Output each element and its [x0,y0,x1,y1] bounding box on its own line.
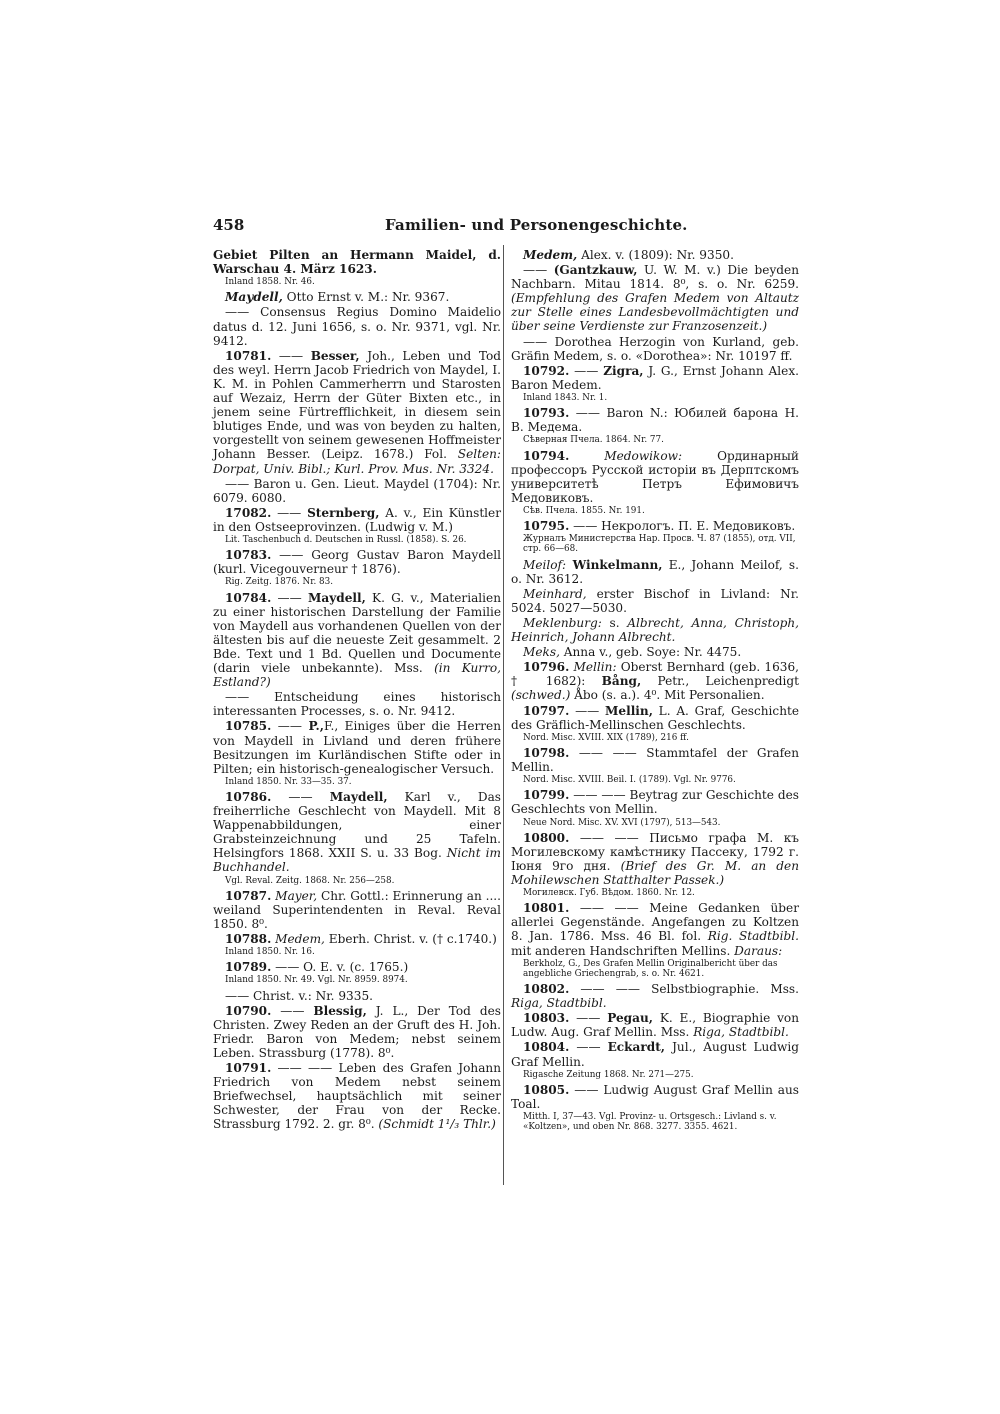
source-note: Rig. Zeitg. 1876. Nr. 83. [225,577,334,588]
entry: 10787. Mayer, Chr. Gottl.: Erinnerung an .... weiland Superintendenten in Reval. Reval 1850. 8⁰. [213,888,501,931]
entry: Meinhard, erster Bischof in Livland: Nr. 5024. 5027—5030. [511,586,799,615]
source-note: Mitth. I, 37—43. Vgl. Provinz- u. Ortsgesch.: Livland s. v. «Koltzen», und oben Nr. 868. 3277. 3355. 4621. [523,1112,777,1133]
left-column [213,248,501,1133]
entry: 10792. —— Zigra, J. G., Ernst Johann Alex. Baron Medem. [511,363,799,392]
entry: —— Baron u. Gen. Lieut. Maydel (1704): Nr. 6079. 6080. [213,476,501,505]
source-note: Сѣверная Пчела. 1864. Nr. 77. [523,435,664,446]
entry: 10790. —— Blessig, J. L., Der Tod des Christen. Zwey Reden an der Gruft des H. Joh. Friedr. Baron von Medem; nebst seinem Leben. Strassburg (1778). 8⁰. [213,1003,501,1061]
source-note: Rigasche Zeitung 1868. Nr. 271—275. [523,1069,694,1080]
entry: —— Christ. v.: Nr. 9335. [225,988,373,1003]
source-note: Inland 1843. Nr. 1. [523,392,608,403]
source-note: Nord. Misc. XVIII. XIX (1789), 216 ff. [523,732,689,743]
entry: 10802. —— —— Selbstbiographie. Mss. Riga, Stadtbibl. [511,982,799,1011]
entry: 10801. —— —— Meine Gedanken über allerlei Gegenstände. Angefangen zu Koltzen 8. Jan. 1786. Mss. 46 Bl. fol. Rig. Stadtbibl. mit anderen Handschriften Mellins. Daraus: [511,901,799,958]
page-number: 458 [213,216,245,234]
source-note: Могилевск. Губ. Вѣдом. 1860. Nr. 12. [523,888,695,899]
source-note: Nord. Misc. XVIII. Beil. I. (1789). Vgl. Nr. 9776. [523,775,736,786]
entry: 10803. —— Pegau, K. E., Biographie von Ludw. Aug. Graf Mellin. Mss. Riga, Stadtbibl. [511,1011,799,1040]
right-column [511,248,799,1135]
entry: Maydell, Otto Ernst v. M.: Nr. 9367. [225,290,450,305]
entry: 10783. —— Georg Gustav Baron Maydell (kurl. Vicegouverneur † 1876). [213,548,501,577]
source-note: Inland 1858. Nr. 46. [225,277,315,288]
entry: 10786. —— Maydell, Karl v., Das freiherrliche Geschlecht von Maydell. Mit 8 Wappenabbildungen, einer Grabsteinzeichnung und 25 Tafeln. Helsingfors 1868. XXII S. u. 33 Bog. Nicht im Buchhandel. [213,790,502,875]
entry: Meilof: Winkelmann, E., Johann Meilof, s. o. Nr. 3612. [511,557,799,586]
entry: 10791. —— —— Leben des Grafen Johann Friedrich von Medem nebst seinem Briefwechsel, hauptsächlich mit seiner Schwester, der Frau von der Recke. Strassburg 1792. 2. gr. 8⁰. (Schmidt 1¹/₃ Thlr.) [213,1061,501,1132]
entry: 10795. —— Некрологъ. П. Е. Медовиковъ. [523,519,796,534]
running-title: Familien- und Personengeschichte. [385,216,688,234]
entry: —— Dorothea Herzogin von Kurland, geb. Gräfin Medem, s. o. «Dorothea»: Nr. 10197 ff. [511,334,799,363]
source-note: Inland 1850. Nr. 49. Vgl. Nr. 8959. 8974. [225,975,408,986]
entry: 10800. —— —— Письмо графа М. къ Могилевскому камѣстнику Пассеку, 1792 г. Iюня 9го дня. (Brief des Gr. M. an den Mohilewschen Statthalter Passek.) [511,830,799,887]
entry: Gebiet Pilten an Hermann Maidel, d. Warschau 4. März 1623. [213,248,501,277]
entry: 10785. —— P.,F., Einiges über die Herren von Maydell in Livland und deren frühere Besitzungen im Kurländischen Stifte oder in Pilten; ein historisch-genealogischer Versuch. [213,719,501,776]
entry: 10805. —— Ludwig August Graf Mellin aus Toal. [511,1082,799,1111]
source-note: Neue Nord. Misc. XV. XVI (1797), 513—543. [523,817,721,828]
entry: 17082. —— Sternberg, A. v., Ein Künstler in den Ostseeprovinzen. (Ludwig v. M.) [213,505,501,534]
entry: 10797. —— Mellin, L. A. Graf, Geschichte des Gräflich-Mellinschen Geschlechts. [511,703,799,732]
entry: 10804. —— Eckardt, Jul., August Ludwig Graf Mellin. [511,1040,799,1069]
entry: —— Entscheidung eines historisch interessanten Processes, s. o. Nr. 9412. [213,690,501,719]
source-note: Сѣв. Пчела. 1855. Nr. 191. [523,505,645,516]
entry: 10784. —— Maydell, K. G. v., Materialien zu einer historischen Darstellung der Familie von Maydell aus vorhandenen Quellen von der ältesten bis auf die neueste Zeit gesammelt. 2 Bde. Text und 1 Bd. Quellen und Documente (darin viele unbekannte). Mss. (in Kurro, Estland?) [213,590,501,690]
entry: Meks, Anna v., geb. Soye: Nr. 4475. [523,645,742,660]
entry: 10789. —— O. E. v. (c. 1765.) [225,960,409,975]
source-note: Inland 1850. Nr. 16. [225,947,315,958]
entry: Medem, Alex. v. (1809): Nr. 9350. [523,248,734,262]
entry: 10781. —— Besser, Joh., Leben und Tod des weyl. Herrn Jacob Friedrich von Maydel, I. K. M. in Pohlen Cammerherrn und Starosten auf Wezaiz, Herrn der Güter Bixten etc., in jenem seine Fürtrefflichkeit, in diesem sein blutiges Ende, und was von beyden zu halten, vorgestellt von seinem gewesenen Hoffmeister Johann Besser. (Leipz. 1678.) Fol. Selten: Dorpat, Univ. Bibl.; Kurl. Prov. Mus. Nr. 3324. [213,348,501,476]
entry: —— (Gantzkauw, U. W. M. v.) Die beyden Nachbarn. Mitau 1814. 8⁰, s. o. Nr. 6259. (Empfehlung des Grafen Medem von Altautz zur Stelle eines Landesbevollmächtigten und über seine Verdienste zur Franzosenzeit.) [511,263,799,334]
entry: 10788. Medem, Eberh. Christ. v. († c.1740.) [225,932,497,947]
entry: 10796. Mellin: Oberst Bernhard (geb. 1636, † 1682): Bång, Petr., Leichenpredigt (schwed.) Åbo (s. a.). 4⁰. Mit Personalien. [511,660,800,703]
entry: 10798. —— —— Stammtafel der Grafen Mellin. [511,745,799,775]
source-note: Vgl. Reval. Zeitg. 1868. Nr. 256—258. [225,875,395,886]
column-divider [503,245,504,1185]
source-note: Журналъ Министерства Нар. Просв. Ч. 87 (1855), отд. VII, стр. 66—68. [523,534,796,555]
entry: 10794. Medowikow: Ординарный профессоръ Русской исторiи въ Дерптскомъ университетѣ Петръ Ефимовичъ Медовиковъ. [511,448,799,505]
source-note: Lit. Taschenbuch d. Deutschen in Russl. (1858). S. 26. [225,534,467,545]
entry: —— Consensus Regius Domino Maidelio datus d. 12. Juni 1656, s. o. Nr. 9371, vgl. Nr. 9412. [213,305,501,348]
entry: 10793. —— Baron N.: Юбилей барона Н. В. Медема. [511,406,799,435]
entry: 10799. —— —— Beytrag zur Geschichte des Geschlechts von Mellin. [511,788,799,817]
source-note: Berkholz, G., Des Grafen Mellin Originalbericht über das angebliche Griechengrab, s. o. Nr. 4621. [523,958,778,979]
source-note: Inland 1850. Nr. 33—35. 37. [225,776,352,787]
entry: Meklenburg: s. Albrecht, Anna, Christoph, Heinrich, Johann Albrecht. [511,615,799,645]
